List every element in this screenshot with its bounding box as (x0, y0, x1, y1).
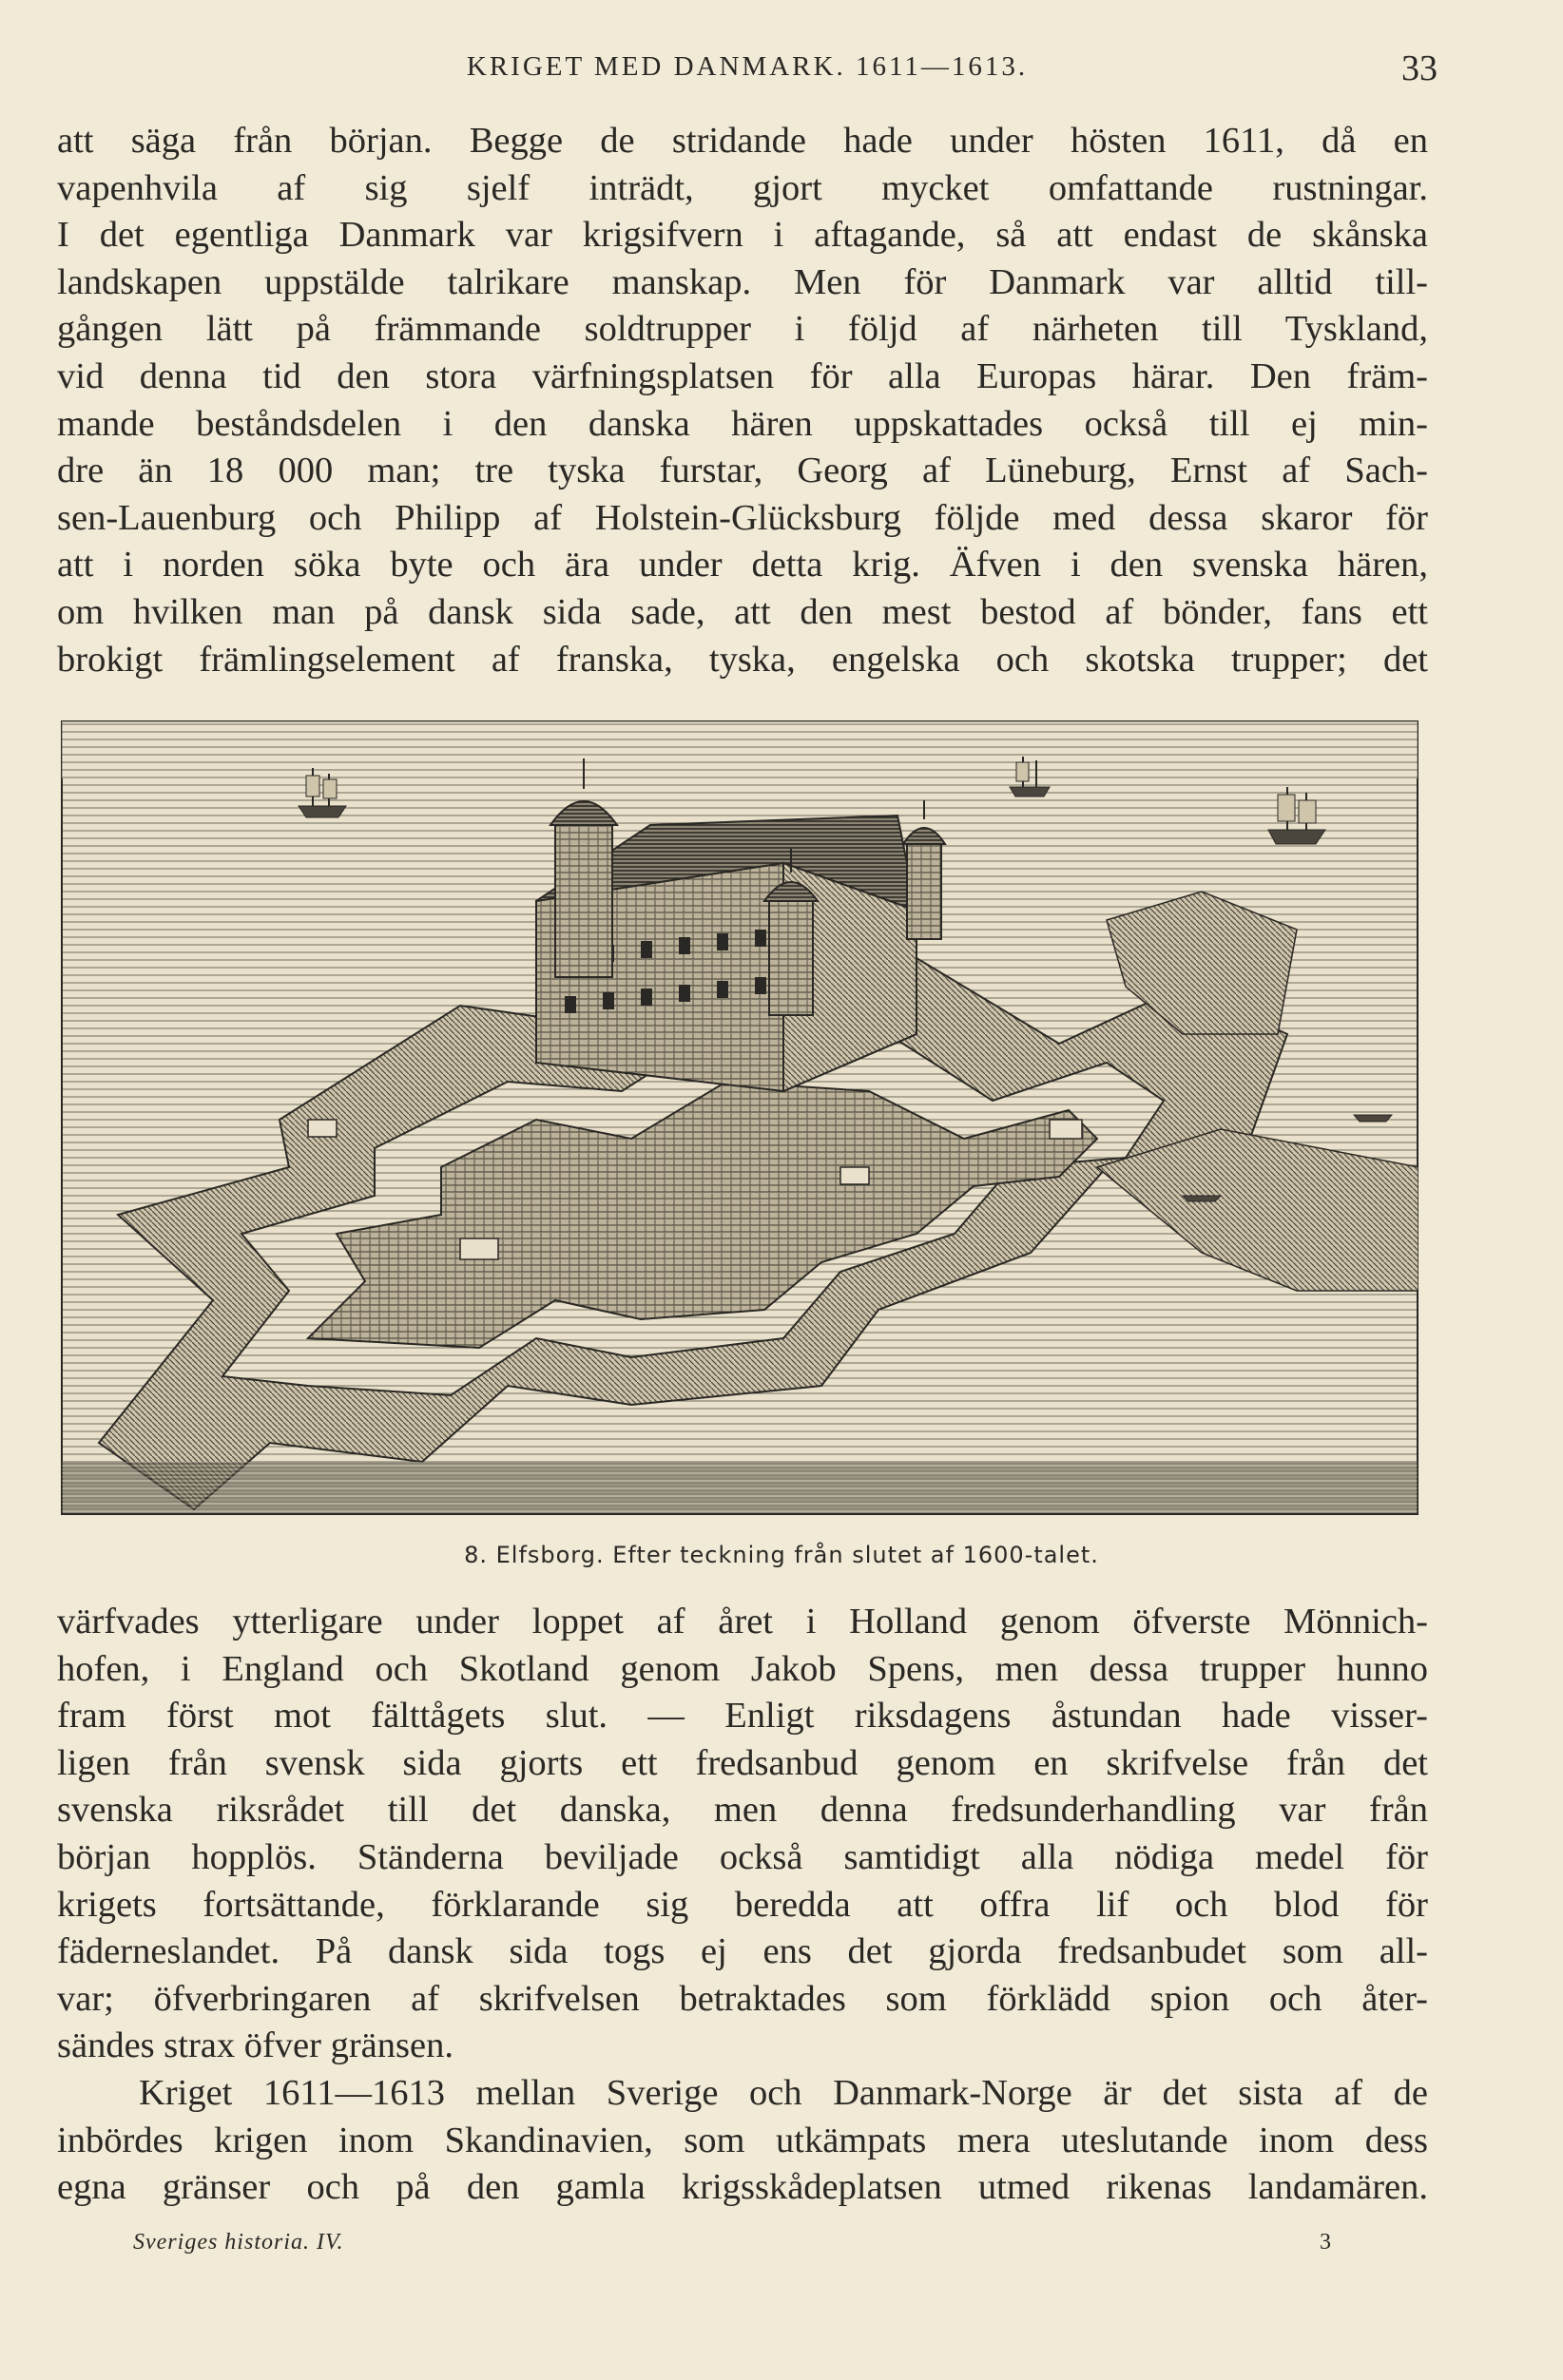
engraving-elfsborg-fortress (61, 720, 1418, 1515)
text-line: krigets fortsättande, förklarande sig beredda att offra lif och blod för (57, 1884, 1428, 1925)
page-footer (133, 2230, 1331, 2268)
page-number: 33 (1401, 48, 1438, 88)
text-line: fram först mot fälttågets slut. — Enligt riksdagens åstundan hade visser- (57, 1696, 1428, 1737)
text-line: landskapen uppstälde talrikare manskap. Men för Danmark var alltid till- (57, 261, 1428, 302)
text-line: vid denna tid den stora värfningsplatsen för alla Europas härar. Den främ- (57, 355, 1428, 396)
text-line: att i norden söka byte och ära under detta krig. Äfven i den svenska hären, (57, 545, 1428, 585)
running-head: KRIGET MED DANMARK. 1611—1613. (466, 51, 1029, 82)
text-line: mande beståndsdelen i den danska hären uppskattades också till ej min- (57, 403, 1428, 444)
text-line: var; öfverbringaren af skrifvelsen betraktades som förklädd spion och åter- (57, 1978, 1428, 2019)
text-line: Kriget 1611—1613 mellan Sverige och Danmark-Norge är det sista af de (139, 2073, 1428, 2113)
signature-mark: Sveriges historia. IV. (133, 2230, 344, 2255)
text-line: värfvades ytterligare under loppet af året i Holland genom öfverste Mönnich- (57, 1602, 1428, 1641)
figure-caption: 8. Elfsborg. Efter teckning från slutet af 1600-talet. (464, 1542, 1099, 1568)
text-line: fäderneslandet. På dansk sida togs ej ens det gjorda fredsanbudet som all- (57, 1931, 1428, 1972)
text-line: att säga från början. Begge de stridande hade under hösten 1611, då en (57, 121, 1428, 161)
paragraph-3 (57, 2070, 1428, 2212)
text-line: början hopplös. Ständerna beviljade också samtidigt alla nödiga medel för (57, 1836, 1428, 1877)
text-line: om hvilken man på dansk sida sade, att den mest bestod af bönder, fans ett (57, 591, 1428, 632)
paragraph-1 (57, 118, 1428, 683)
text-line: I det egentliga Danmark var krigsifvern i aftagande, så att endast de skånska (57, 215, 1428, 256)
text-line: brokigt främlingselement af franska, tyska, engelska och skotska trupper; det (57, 639, 1428, 680)
text-line: vapenhvila af sig sjelf inträdt, gjort mycket omfattande rustningar. (57, 167, 1428, 208)
paragraph-2 (57, 1599, 1428, 2070)
text-line: ligen från svensk sida gjorts ett fredsanbud genom en skrifvelse från det (57, 1742, 1428, 1783)
text-line: sen-Lauenburg och Philipp af Holstein-Glücksburg följde med dessa skaror för (57, 497, 1428, 538)
text-line: egna gränser och på den gamla krigsskådeplatsen utmed rikenas landamären. (57, 2167, 1428, 2208)
text-line: dre än 18 000 man; tre tyska furstar, Georg af Lüneburg, Ernst af Sach- (57, 451, 1428, 491)
text-line: hofen, i England och Skotland genom Jakob Spens, men dessa trupper hunno (57, 1648, 1428, 1689)
text-line: svenska riksrådet till det danska, men denna fredsunderhandling var från (57, 1790, 1428, 1831)
text-line: sändes strax öfver gränsen. (57, 2025, 453, 2066)
text-line: inbördes krigen inom Skandinavien, som utkämpats mera uteslutande inom dess (57, 2120, 1428, 2160)
sheet-mark: 3 (1320, 2230, 1331, 2255)
text-line: gången lätt på främmande soldtrupper i följd af närheten till Tyskland, (57, 309, 1428, 350)
page-header (57, 40, 1438, 97)
